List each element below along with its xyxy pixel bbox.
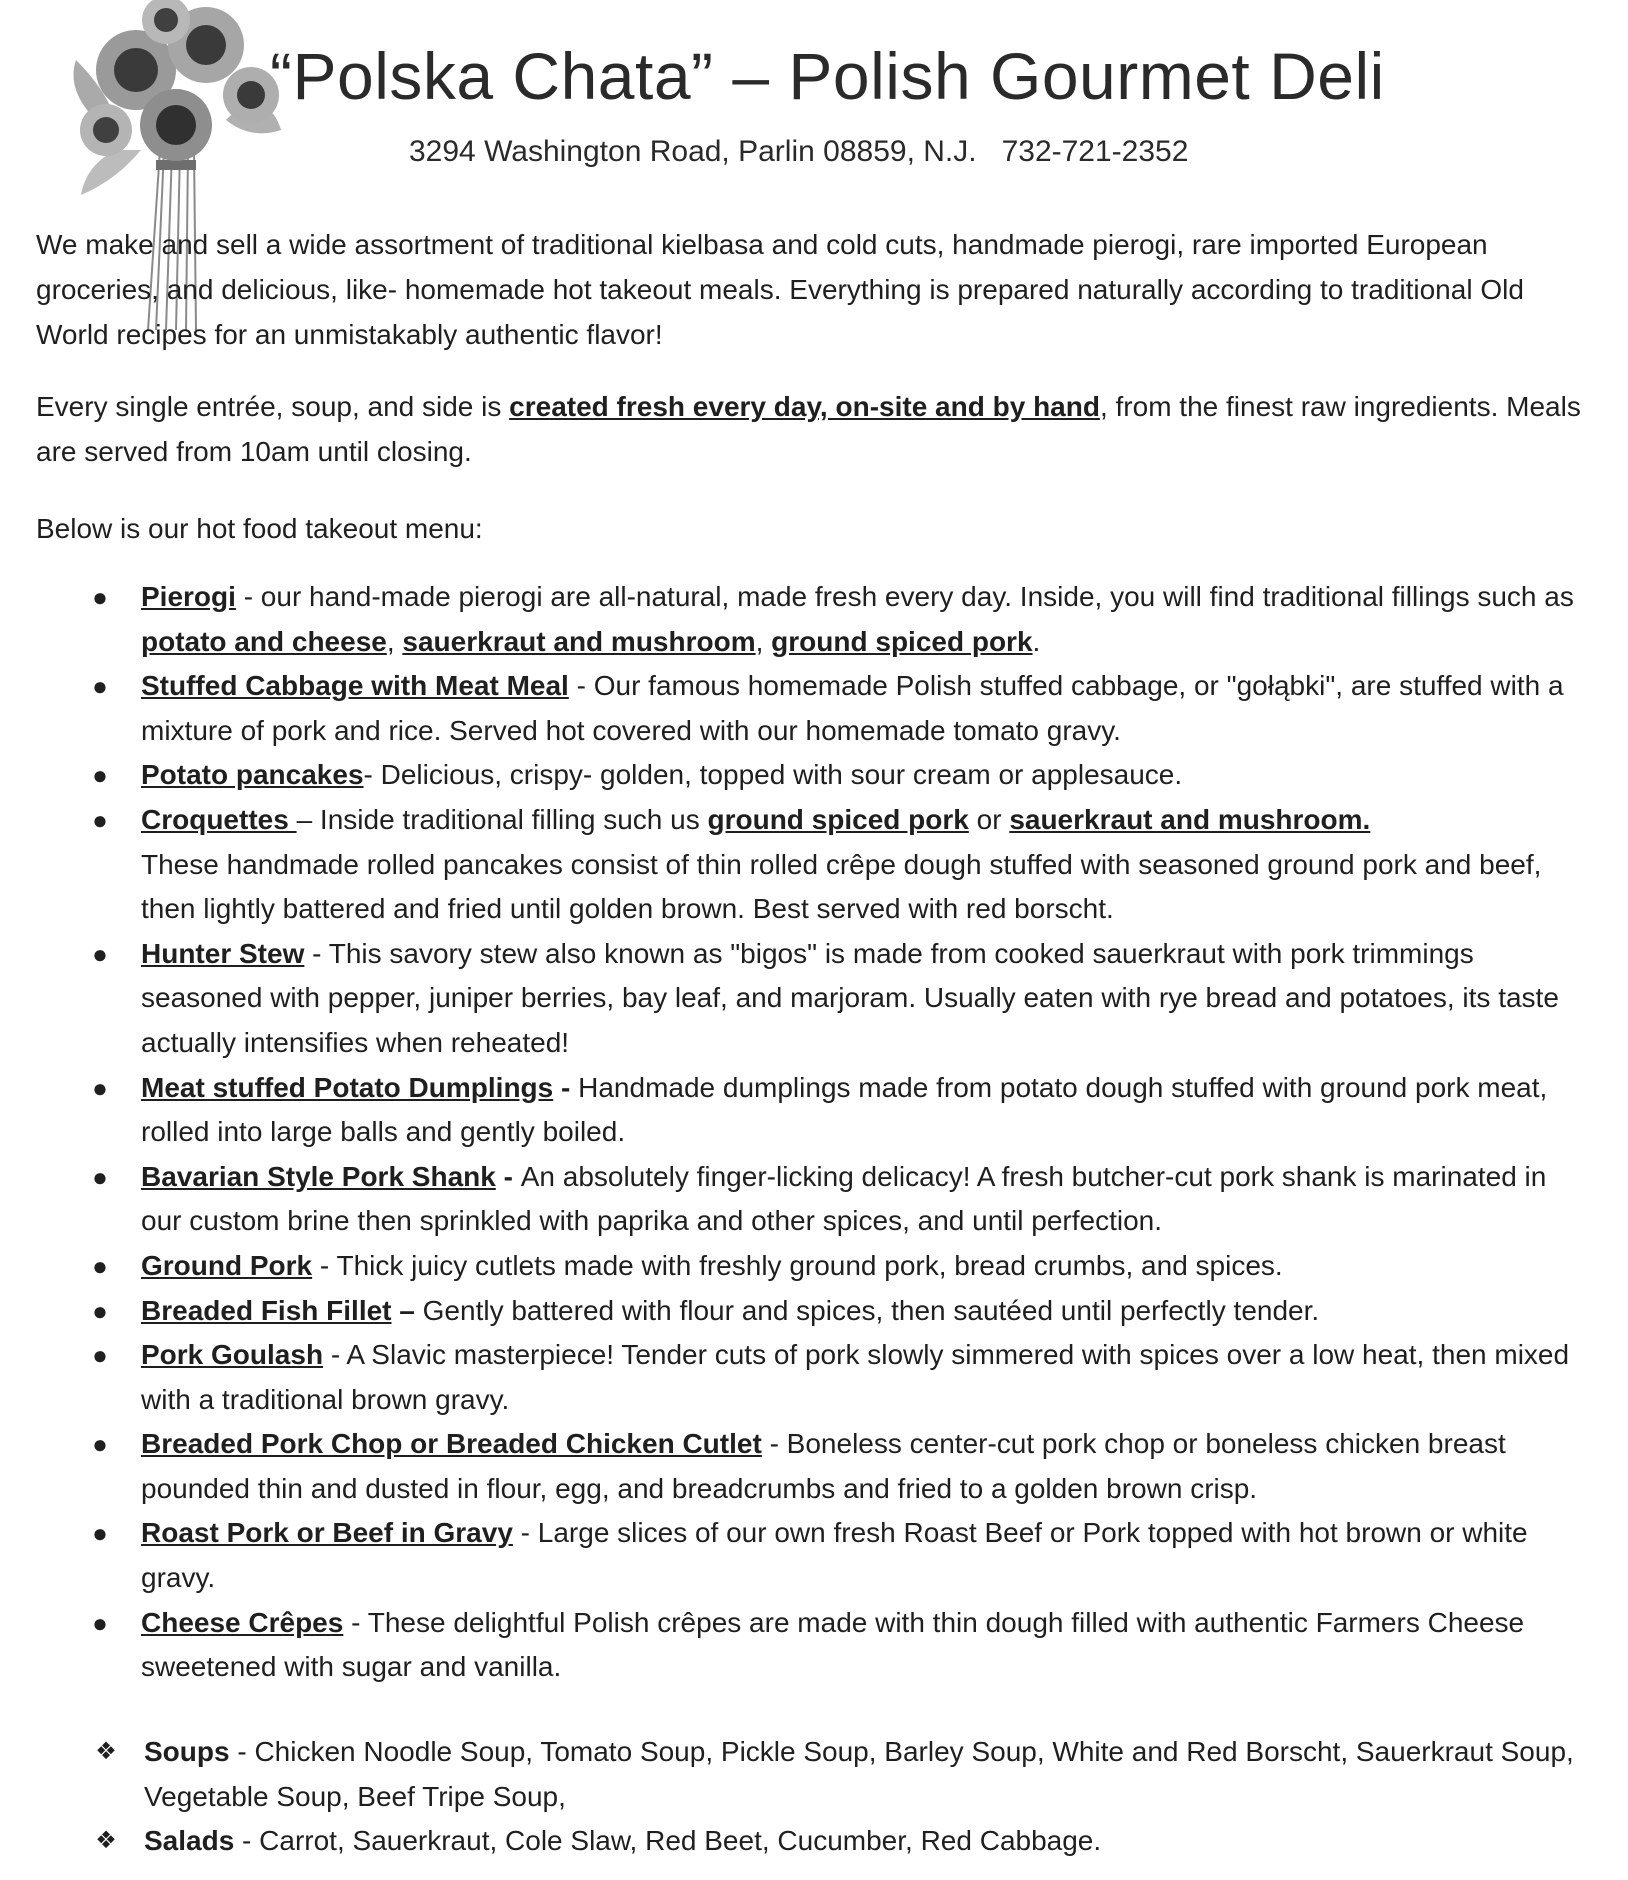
item-desc: - These delightful Polish crêpes are made with thin dough filled with authentic Farmers Cheese sweetened with sugar and vanilla. (141, 1606, 1525, 1683)
diamond-bullet-icon: ❖ (95, 1738, 117, 1765)
extras-label: Soups (144, 1736, 230, 1767)
item-name: Roast Pork or Beef in Gravy (141, 1517, 513, 1549)
menu-item-cheese-crepes (0, 1601, 1600, 1690)
leaf (81, 150, 141, 195)
menu-item-pierogi (0, 575, 1600, 664)
menu-intro: Below is our hot food takeout menu: (36, 513, 483, 544)
sunflower (140, 89, 212, 161)
menu-item-roast-pork-beef (0, 1511, 1600, 1600)
separator: - (495, 1160, 521, 1192)
item-desc-more: These handmade rolled pancakes consist of thin rolled crêpe dough stuffed with seasoned ground pork and beef, then lightly battered and fried until golden brown. Best served with red borscht. (141, 848, 1542, 925)
diamond-bullet-icon: ❖ (95, 1827, 117, 1855)
item-name: Breaded Pork Chop or Breaded Chicken Cutlet (141, 1428, 762, 1460)
extras-item-salads (0, 1819, 1600, 1864)
separator: or (968, 803, 1010, 835)
item-desc: - A Slavic masterpiece! Tender cuts of pork slowly simmered with spices over a low heat, then mixed with a traditional brown gravy. (141, 1339, 1570, 1415)
intro-paragraph: We make and sell a wide assortment of traditional kielbasa and cold cuts, handmade pierogi, rare imported European groceries, and delicious, like- homemade hot takeout meals. Everything is prepared naturally according to traditional Old World recipes for an unmistakably authentic flavor! (36, 229, 1524, 350)
item-name: Hunter Stew (141, 937, 305, 969)
address-line: 3294 Washington Road, Parlin 08859, N.J. 732-721-2352 (409, 135, 1189, 168)
freshness-text: Every single entrée, soup, and side is (36, 391, 510, 422)
bullet-icon: ● (92, 1250, 108, 1281)
hot-food-menu-list (0, 575, 1600, 1690)
bullet-icon: ● (92, 671, 108, 702)
extras-list (0, 1730, 1600, 1864)
separator: , (386, 625, 403, 657)
item-name: Meat stuffed Potato Dumplings (141, 1071, 554, 1103)
extras-desc: - Chicken Noodle Soup, Tomato Soup, Pickle Soup, Barley Soup, White and Red Borscht, Sauerkraut Soup, Vegetable Soup, Beef Tripe Soup, (144, 1736, 1574, 1812)
bullet-icon: ● (92, 1429, 108, 1460)
separator: – (391, 1294, 423, 1326)
item-name: Ground Pork (141, 1249, 313, 1281)
item-desc: - This savory stew also known as "bigos" is made from cooked sauerkraut with pork trimmings seasoned with pepper, juniper berries, bay leaf, and marjoram. Usually eaten with rye bread and potatoes, its taste actually intensifies when reheated! (141, 937, 1559, 1058)
bullet-icon: ● (92, 938, 108, 969)
item-name: Stuffed Cabbage with Meat Meal (141, 670, 569, 702)
menu-item-stuffed-cabbage (0, 664, 1600, 753)
item-desc: - Thick juicy cutlets made with freshly ground pork, bread crumbs, and spices. (312, 1249, 1283, 1281)
item-name: Breaded Fish Fillet (141, 1294, 392, 1326)
menu-item-pork-chop-chicken-cutlet (0, 1422, 1600, 1511)
menu-item-pork-goulash (0, 1333, 1600, 1422)
extras-desc: - Carrot, Sauerkraut, Cole Slaw, Red Beet, Cucumber, Red Cabbage. (234, 1825, 1102, 1857)
menu-item-ground-pork (0, 1244, 1600, 1289)
bullet-icon: ● (92, 1295, 108, 1326)
item-name: Bavarian Style Pork Shank (141, 1160, 496, 1192)
bullet-icon: ● (92, 1340, 108, 1371)
bullet-icon: ● (92, 1161, 108, 1192)
menu-item-potato-dumplings (0, 1066, 1600, 1155)
sunflower (80, 104, 132, 156)
menu-item-croquettes (0, 798, 1600, 932)
item-desc: - Delicious, crispy- golden, topped with sour cream or applesauce. (363, 759, 1183, 791)
item-desc: - Boneless center-cut pork chop or boneless chicken breast pounded thin and dusted in flour, egg, and breadcrumbs and fried to a golden brown crisp. (141, 1428, 1506, 1504)
stem-tie (156, 160, 196, 170)
bullet-icon: ● (92, 804, 108, 835)
freshness-emphasis: created fresh every day, on-site and by hand (509, 391, 1100, 422)
menu-item-fish-fillet (0, 1289, 1600, 1334)
item-name: Potato pancakes (141, 759, 364, 791)
bullet-icon: ● (92, 1518, 108, 1549)
item-desc: - our hand-made pierogi are all-natural, made fresh every day. Inside, you will find traditional fillings such as (235, 581, 1574, 612)
item-desc: An absolutely finger-licking delicacy! A fresh butcher-cut pork shank is marinated in our custom brine then sprinkled with paprika and other spices, and until perfection. (141, 1160, 1547, 1237)
separator: , (755, 625, 772, 657)
page-title: “Polska Chata” – Polish Gourmet Deli (270, 39, 1385, 113)
freshness-text-end: , from the finest raw ingredients. Meals are served from 10am until closing. (36, 391, 1581, 467)
extras-item-soups (0, 1730, 1600, 1819)
item-desc-end: . (1032, 625, 1041, 657)
item-desc: - Our famous homemade Polish stuffed cabbage, or "gołąbki", are stuffed with a mixture of pork and rice. Served hot covered with our homemade tomato gravy. (141, 670, 1564, 746)
item-name: Pork Goulash (141, 1339, 324, 1371)
filling: sauerkraut and mushroom. (1009, 803, 1371, 835)
bullet-icon: ● (92, 582, 108, 612)
item-name: Pierogi (141, 581, 236, 612)
freshness-paragraph (36, 384, 1596, 474)
separator: - (553, 1071, 579, 1103)
bullet-icon: ● (92, 1607, 108, 1638)
extras-label: Salads (144, 1825, 235, 1857)
item-name: Croquettes (141, 803, 297, 835)
item-desc: Handmade dumplings made from potato dough stuffed with ground pork meat, rolled into large balls and gently boiled. (141, 1071, 1548, 1148)
menu-item-potato-pancakes (0, 753, 1600, 798)
filling: ground spiced pork (707, 803, 969, 835)
item-desc: – Inside traditional filling such us (296, 803, 708, 835)
menu-item-hunter-stew (0, 932, 1600, 1066)
item-desc: - Large slices of our own fresh Roast Beef or Pork topped with hot brown or white gravy. (141, 1517, 1528, 1594)
item-desc: Gently battered with flour and spices, then sautéed until perfectly tender. (422, 1294, 1320, 1326)
filling: ground spiced pork (771, 625, 1033, 657)
bullet-icon: ● (92, 1072, 108, 1103)
filling: potato and cheese (141, 625, 387, 657)
menu-item-pork-shank (0, 1155, 1600, 1244)
filling: sauerkraut and mushroom (402, 625, 756, 657)
item-name: Cheese Crêpes (141, 1606, 344, 1638)
bullet-icon: ● (92, 760, 108, 791)
